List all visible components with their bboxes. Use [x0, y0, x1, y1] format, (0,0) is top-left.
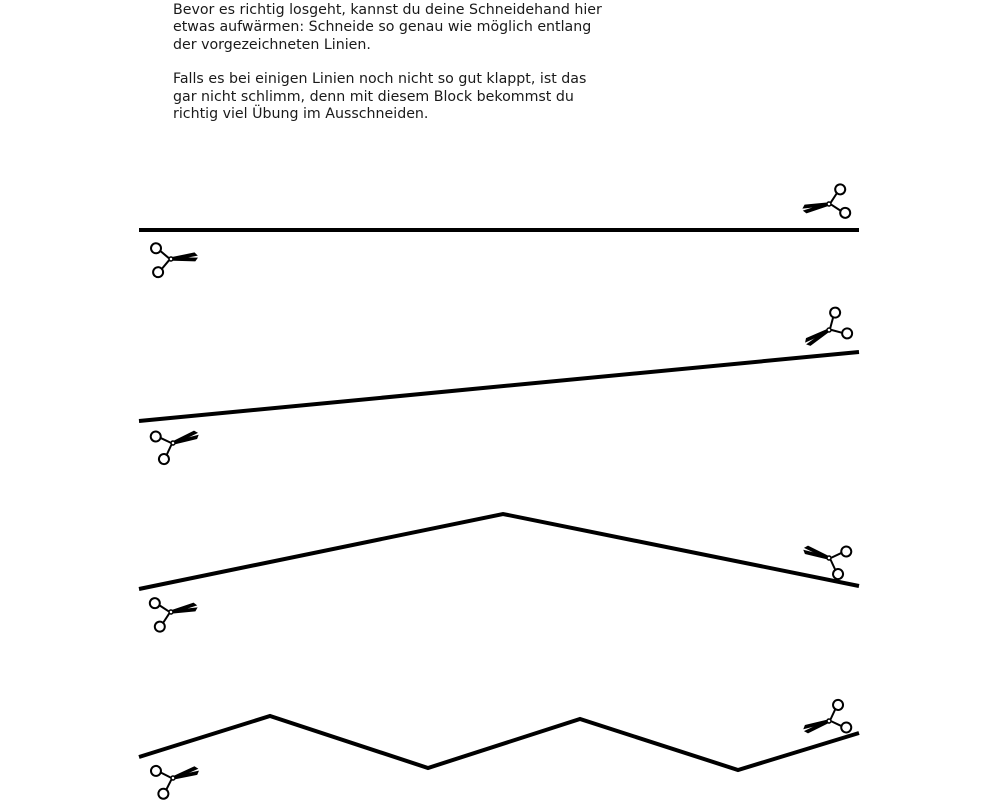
scissors-icon — [149, 418, 204, 466]
intro-paragraph-2: Falls es bei einigen Linien noch nicht so gut klappt, ist das gar nicht schlimm, denn mit diesem Block bekommst du richtig viel Übung im Ausschneiden. — [173, 71, 587, 123]
cut-line-zigzag[interactable] — [139, 716, 859, 770]
scissors-icon — [151, 240, 200, 278]
cut-line-slanted[interactable] — [139, 352, 859, 421]
scissors-icon — [149, 590, 201, 633]
exercise-slanted — [139, 306, 859, 466]
exercise-straight — [139, 183, 859, 277]
cut-line-peak[interactable] — [139, 514, 859, 589]
scissors-icon — [799, 183, 851, 226]
exercise-zigzag — [139, 699, 859, 800]
exercise-peak — [139, 514, 859, 633]
scissors-icon — [797, 306, 854, 358]
scissors-icon — [150, 753, 204, 800]
intro-paragraph-1: Bevor es richtig losgeht, kannst du deine Schneidehand hier etwas aufwärmen: Schneide so genau wie möglich entlang der vorgezeichneten Linien. — [173, 2, 602, 53]
